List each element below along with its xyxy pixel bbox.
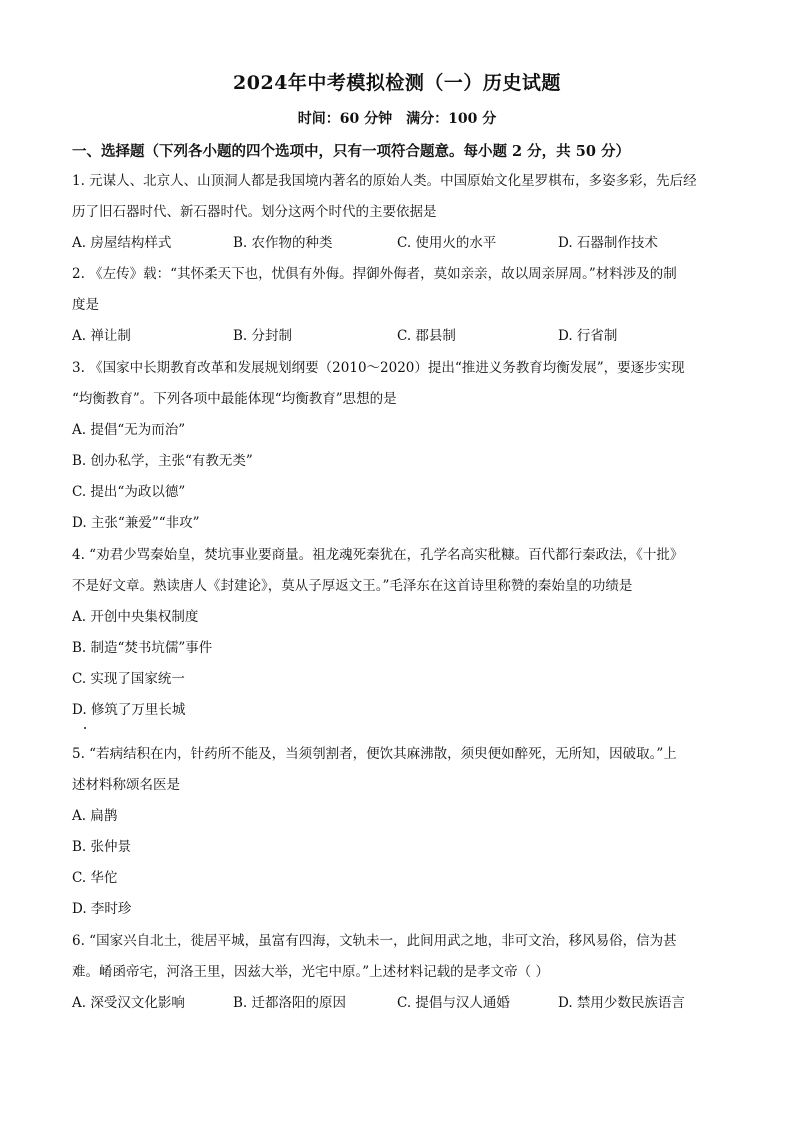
question-5-text-line-1: 5. “若病结积在内，针药所不能及，当须刳割者，便饮其麻沸散，须臾便如醉死，无所知，因破取。”上 [72,746,677,762]
question-5-option-d: D. 李时珍 [72,901,132,917]
section-heading: 一、选择题（下列各小题的四个选项中，只有一项符合题意。每小题 2 分，共 50 分） [72,143,630,160]
question-1-option-b: B. 农作物的种类 [233,235,333,251]
question-4-text-line-2: 不是好文章。熟读唐人《封建论》，莫从子厚返文王。”毛泽东在这首诗里称赞的秦始皇的功绩是 [72,578,633,594]
question-4-option-c: C. 实现了国家统一 [72,671,185,687]
question-2-text-line-2: 度是 [72,297,99,313]
question-6-option-d: D. 禁用少数民族语言 [558,995,685,1011]
question-4-text-line-1: 4. “劝君少骂秦始皇，焚坑事业要商量。祖龙魂死秦犹在，孔学名高实秕糠。百代都行秦政法，《十批》 [72,547,684,563]
question-3-option-a: A. 提倡“无为而治” [72,422,186,438]
question-1-option-c: C. 使用火的水平 [397,235,497,251]
question-3-text-line-2: “均衡教育”。下列各项中最能体现“均衡教育”思想的是 [72,391,397,407]
question-2-option-d: D. 行省制 [558,328,618,344]
question-4-option-a: A. 开创中央集权制度 [72,609,199,625]
question-4-option-d: D. 修筑了万里长城 [72,702,186,718]
question-2-option-b: B. 分封制 [233,328,293,344]
question-3-option-c: C. 提出“为政以德” [72,484,186,500]
question-3-text-line-1: 3. 《国家中长期教育改革和发展规划纲要（2010～2020）提出“推进义务教育均衡发展”，要逐步实现 [72,360,685,376]
question-4-option-b: B. 制造“焚书坑儒”事件 [72,640,213,656]
full-score: 满分：100 分 [406,111,497,127]
question-5-option-b: B. 张仲景 [72,839,132,855]
question-1-text-line-1: 1. 元谋人、北京人、山顶洞人都是我国境内著名的原始人类。中国原始文化星罗棋布，多姿多彩，先后经 [72,173,697,189]
page-title: 2024年中考模拟检测（一）历史试题 [233,72,561,94]
question-3-option-b: B. 创办私学，主张“有教无类” [72,453,253,469]
question-1-option-d: D. 石器制作技术 [558,235,658,251]
time-limit: 时间：60 分钟 [297,111,393,127]
question-5-option-a: A. 扁鹊 [72,808,118,824]
question-6-option-b: B. 迁都洛阳的原因 [233,995,347,1011]
question-6-option-c: C. 提倡与汉人通婚 [397,995,510,1011]
question-5-option-c: C. 华佗 [72,870,118,886]
question-1-text-line-2: 历了旧石器时代、新石器时代。划分这两个时代的主要依据是 [72,204,437,220]
question-6-text-line-2: 难。崤函帝宅，河洛王里，因兹大举，光宅中原。”上述材料记载的是孝文帝（ ） [72,964,549,980]
exam-info [0,108,794,128]
stray-mark [84,727,86,729]
question-1-option-a: A. 房屋结构样式 [72,235,172,251]
question-2-option-a: A. 禅让制 [72,328,131,344]
question-6-text-line-1: 6. “国家兴自北土，徙居平城，虽富有四海，文轨未一，此间用武之地，非可文治，移风易俗，信为甚 [72,933,677,949]
question-3-option-d: D. 主张“兼爱”“非攻” [72,515,200,531]
question-6-option-a: A. 深受汉文化影响 [72,995,185,1011]
question-5-text-line-2: 述材料称颂名医是 [72,777,180,793]
question-2-text-line-1: 2. 《左传》载：“其怀柔天下也，忧俱有外侮。捍御外侮者，莫如亲亲，故以周亲屏周。”材料涉及的制 [72,266,677,282]
question-2-option-c: C. 郡县制 [397,328,456,344]
